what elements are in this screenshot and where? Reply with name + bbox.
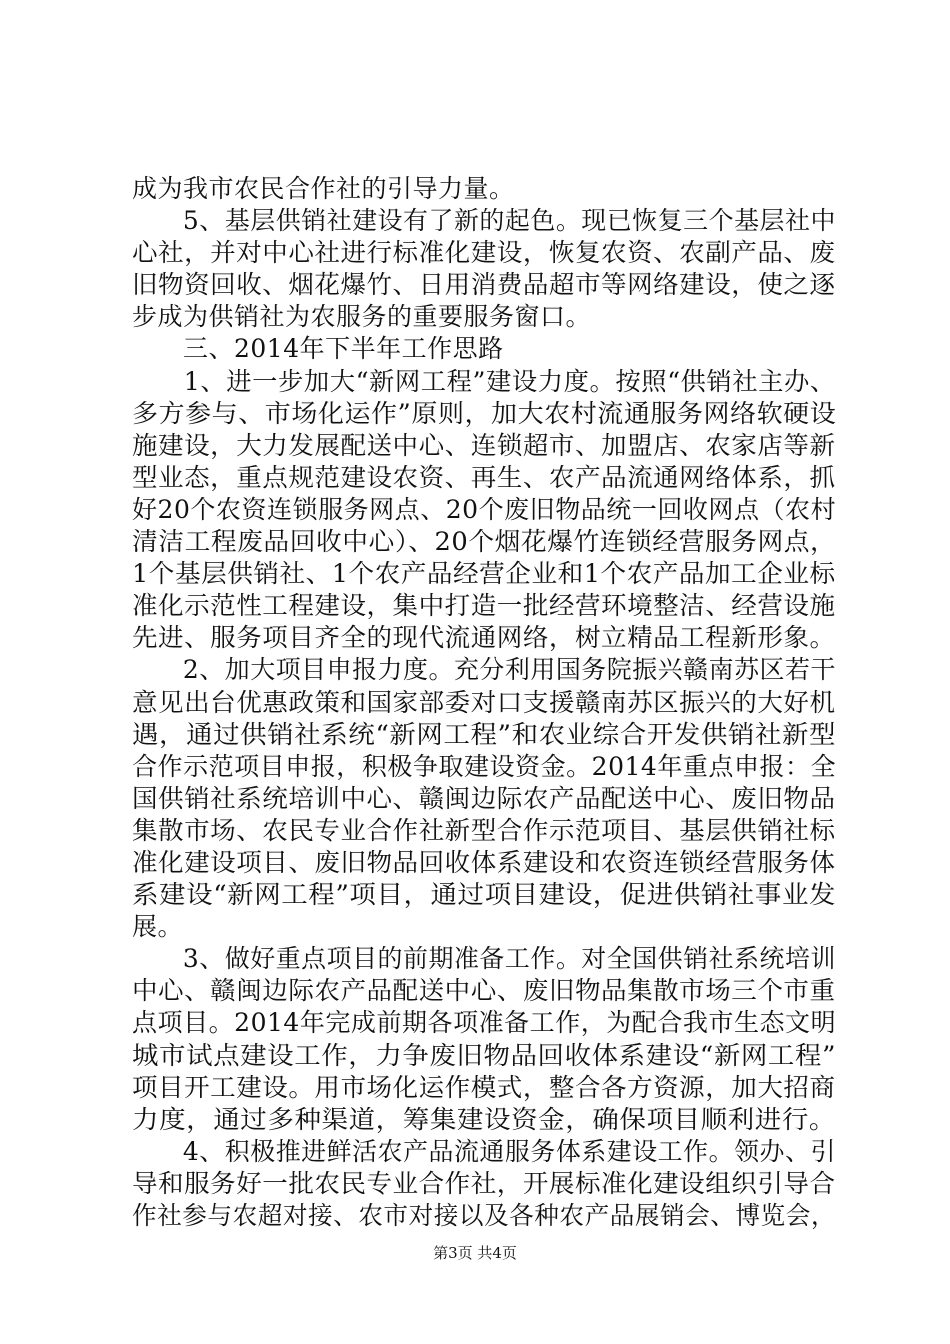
text-line: 2、加大项目申报力度。充分利用国务院振兴赣南苏区若干: [132, 655, 836, 684]
text-line: 好20个农资连锁服务网点、20个废旧物品统一回收网点（农村: [132, 495, 837, 524]
text-line: 展。: [132, 912, 184, 941]
text-line: 国供销社系统培训中心、赣闽边际农产品配送中心、废旧物品: [132, 784, 836, 813]
text-line: 遇，通过供销社系统“新网工程”和农业综合开发供销社新型: [132, 720, 837, 749]
section-heading: 三、2014年下半年工作思路: [132, 334, 504, 363]
text-line: 4、积极推进鲜活农产品流通服务体系建设工作。领办、引: [132, 1137, 836, 1166]
text-line: 旧物资回收、烟花爆竹、日用消费品超市等网络建设，使之逐: [132, 270, 836, 299]
text-line: 步成为供销社为农服务的重要服务窗口。: [132, 302, 592, 331]
text-line: 多方参与、市场化运作”原则，加大农村流通服务网络软硬设: [132, 399, 837, 428]
text-line: 心社，并对中心社进行标准化建设，恢复农资、农副产品、废: [132, 238, 836, 267]
text-line: 点项目。2014年完成前期各项准备工作，为配合我市生态文明: [132, 1008, 837, 1037]
text-line: 城市试点建设工作，力争废旧物品回收体系建设“新网工程”: [132, 1041, 837, 1070]
text-line: 清洁工程废品回收中心）、20个烟花爆竹连锁经营服务网点，: [132, 527, 837, 556]
text-line: 作社参与农超对接、农市对接以及各种农产品展销会、博览会，: [132, 1201, 837, 1230]
text-line: 力度，通过多种渠道，筹集建设资金，确保项目顺利进行。: [132, 1105, 836, 1134]
text-line: 施建设，大力发展配送中心、连锁超市、加盟店、农家店等新: [132, 431, 836, 460]
text-line: 成为我市农民合作社的引导力量。: [132, 174, 515, 203]
text-line: 先进、服务项目齐全的现代流通网络，树立精品工程新形象。: [132, 623, 836, 652]
text-line: 集散市场、农民专业合作社新型合作示范项目、基层供销社标: [132, 816, 836, 845]
text-line: 5、基层供销社建设有了新的起色。现已恢复三个基层社中: [132, 206, 836, 235]
text-line: 1个基层供销社、1个农产品经营企业和1个农产品加工企业标: [132, 559, 836, 588]
text-line: 导和服务好一批农民专业合作社，开展标准化建设组织引导合: [132, 1169, 836, 1198]
page-number-footer: 第3页 共4页: [433, 1244, 517, 1262]
text-line: 准化示范性工程建设，集中打造一批经营环境整洁、经营设施: [132, 591, 836, 620]
text-line: 合作示范项目申报，积极争取建设资金。2014年重点申报：全: [132, 752, 837, 781]
text-line: 型业态，重点规范建设农资、再生、农产品流通网络体系，抓: [132, 463, 836, 492]
text-line: 1、进一步加大“新网工程”建设力度。按照“供销社主办、: [132, 367, 836, 396]
text-line: 系建设“新网工程”项目，通过项目建设，促进供销社事业发: [132, 880, 837, 909]
text-line: 准化建设项目、废旧物品回收体系建设和农资连锁经营服务体: [132, 848, 836, 877]
text-line: 中心、赣闽边际农产品配送中心、废旧物品集散市场三个市重: [132, 976, 836, 1005]
text-line: 意见出台优惠政策和国家部委对口支援赣南苏区振兴的大好机: [132, 688, 836, 717]
text-line: 3、做好重点项目的前期准备工作。对全国供销社系统培训: [132, 944, 836, 973]
text-line: 项目开工建设。用市场化运作模式，整合各方资源，加大招商: [132, 1073, 836, 1102]
